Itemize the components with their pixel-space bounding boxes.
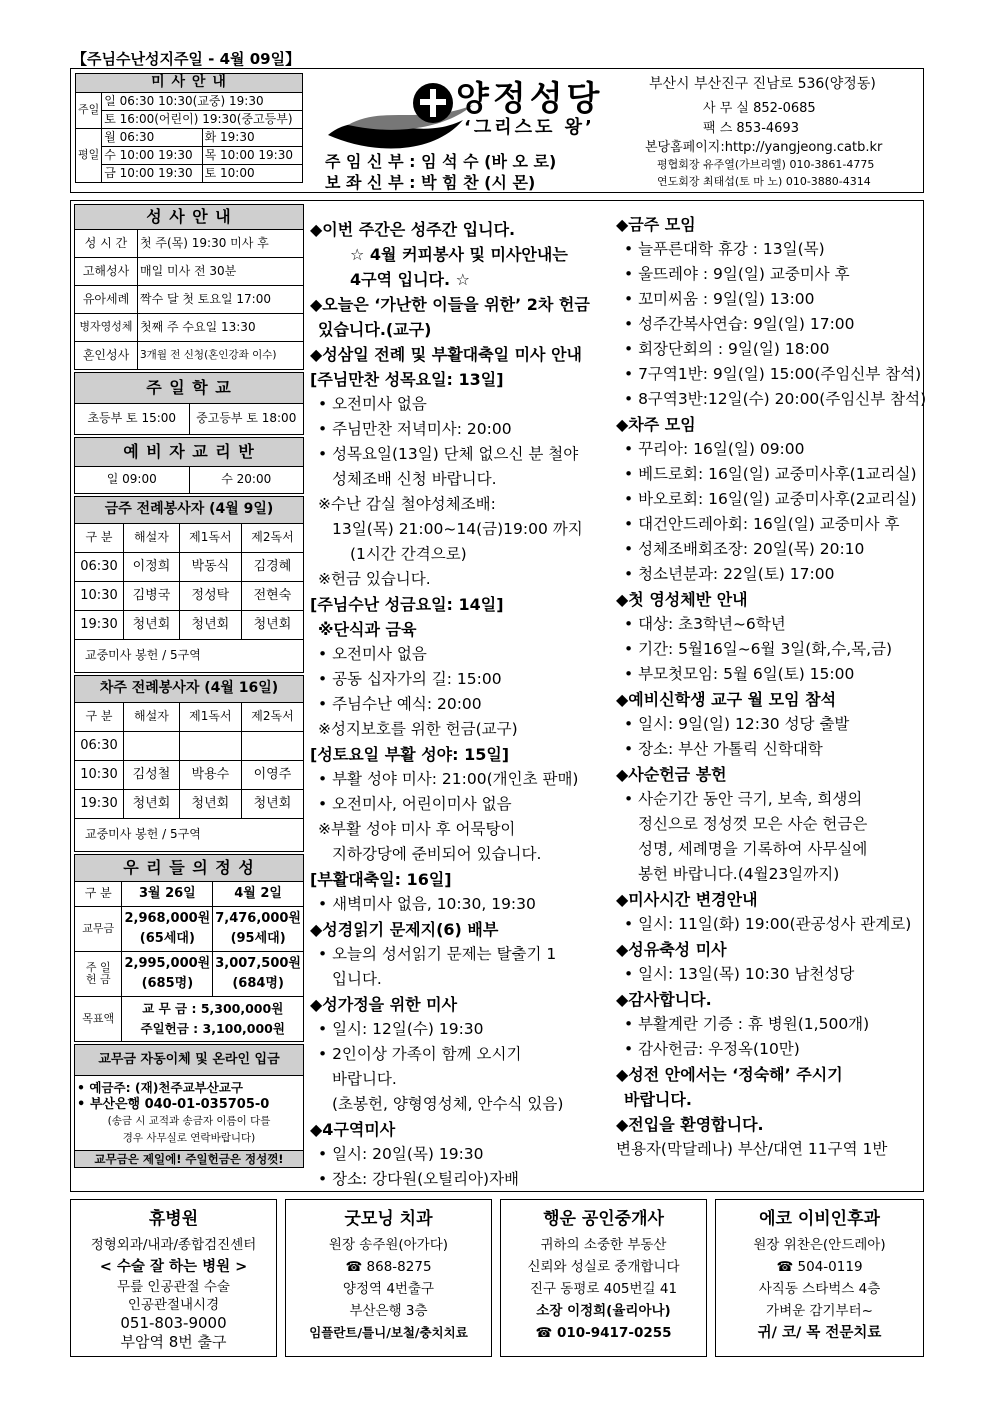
right-notice-line: • 늘푸른대학 휴강 : 13일(목) [624, 240, 825, 258]
middle-notice-line: • 주님만찬 저녁미사: 20:00 [318, 420, 512, 438]
ad-title: 굿모닝 치과 [344, 1209, 433, 1229]
council-president: 평협회장 유주열(가브리엘) 010-3861-4775 [657, 158, 875, 171]
table-header: 제2독서 [241, 524, 303, 553]
table-cell [241, 732, 303, 761]
offerings-table [74, 854, 304, 1042]
weekday-mass: 화 19:30 [202, 129, 302, 147]
right-notice-line: ◆감사합니다. [616, 990, 712, 1009]
right-notice-line: ◆성유축성 미사 [616, 940, 727, 959]
tithe-banner: 교무금은 제일에! 주일헌금은 정성껏! [75, 1151, 304, 1168]
sunday-mass-2: 토 16:00(어린이) 19:30(중고등부) [102, 111, 303, 129]
right-notice-line: • 성체조배회조장: 20일(목) 20:10 [624, 540, 865, 558]
ad-line: ☎ 010-9417-0255 [535, 1325, 672, 1341]
right-notice-line: • 대건안드레아회: 16일(일) 교중미사 후 [624, 515, 900, 533]
table-cell: 19:30 [75, 611, 124, 640]
table-cell: 06:30 [75, 732, 124, 761]
table-cell: 정성탁 [179, 582, 241, 611]
servers-next-week-title: 차주 전례봉사자 (4월 16일) [75, 676, 304, 703]
table-cell: 청년회 [241, 611, 303, 640]
right-notice-line: ◆차주 모임 [616, 415, 696, 434]
servers-next-week-table [74, 675, 304, 852]
right-notice-line: • 장소: 부산 가톨릭 신학대학 [624, 740, 823, 758]
middle-notice-line: • 오전미사, 어린이미사 없음 [318, 795, 512, 813]
ad-realestate [500, 1199, 707, 1357]
middle-notice-line: • 오전미사 없음 [318, 395, 427, 413]
assistant-pastor: 보 좌 신 부 : 박 힘 찬 (시 몬) [325, 173, 536, 192]
sacrament-value: 짝수 달 첫 토요일 17:00 [138, 286, 304, 314]
right-notice-line: • 8구역3반:12일(수) 20:00(주임신부 참석) [624, 390, 927, 408]
ad-line: 인공관절내시경 [127, 1297, 220, 1313]
ad-hue-hospital [70, 1199, 277, 1357]
right-notice-line: 정신으로 정성껏 모은 사순 헌금은 [638, 815, 868, 833]
table-cell: 목표액 [75, 997, 122, 1042]
middle-notice-line: • 일시: 12일(수) 19:30 [318, 1020, 484, 1038]
right-notice-line: • 부모첫모임: 5월 6일(토) 15:00 [624, 665, 855, 683]
table-header: 제1독서 [179, 524, 241, 553]
middle-notice-line: 4구역 입니다. ☆ [350, 270, 470, 289]
weekday-mass: 월 06:30 [102, 129, 202, 147]
mass-guide-table [75, 73, 303, 183]
sunday-school-cell: 중고등부 토 18:00 [189, 404, 304, 435]
table-header: 해설자 [124, 703, 180, 732]
offering-note: 교중미사 봉헌 / 5구역 [75, 640, 304, 673]
right-notice-line: • 베드로회: 16일(일) 교중미사후(1교리실) [624, 465, 917, 483]
table-cell: 이영주 [241, 761, 303, 790]
account-holder: • 예금주: (재)천주교부산교구 [77, 1080, 243, 1095]
sacrament-value: 첫 주(목) 19:30 미사 후 [138, 230, 304, 258]
auto-transfer-title: 교무금 자동이체 및 온라인 입금 [75, 1045, 304, 1076]
table-cell: 2,968,000원 (65세대) [122, 907, 213, 952]
middle-notice-line: • 오늘의 성서읽기 문제는 탈출기 1 [318, 945, 557, 963]
middle-notice-line: 있습니다.(교구) [318, 320, 432, 339]
middle-notice-line: 지하강당에 준비되어 있습니다. [332, 845, 542, 863]
right-notice-line: 바랍니다. [624, 1090, 692, 1109]
table-cell: 전현숙 [241, 582, 303, 611]
table-cell: 청년회 [124, 611, 180, 640]
fax: 팩 스 853-4693 [703, 121, 799, 136]
sacrament-label: 고해성사 [75, 258, 138, 286]
sacrament-value: 3개월 전 신청(혼인강좌 이수) [138, 342, 304, 370]
ad-line: 신뢰와 성실로 중개합니다 [527, 1259, 680, 1275]
middle-notice-line: [성토요일 부활 성야: 15일] [310, 745, 510, 764]
ad-line: ☎ 504-0119 [776, 1259, 863, 1275]
header-box [70, 68, 924, 193]
table-cell: 3,007,500원 (684명) [213, 952, 304, 997]
table-cell: 박용수 [179, 761, 241, 790]
ad-line: 원장 송주원(아가다) [328, 1237, 449, 1253]
sunday-school-table [74, 372, 304, 435]
right-notice-line: • 꾸리아: 16일(일) 09:00 [624, 440, 805, 458]
table-header: 제2독서 [241, 703, 303, 732]
right-notice-line: • 바오로회: 16일(일) 교중미사후(2교리실) [624, 490, 917, 508]
table-cell: 교무금 [75, 907, 122, 952]
ad-eco-ent [715, 1199, 924, 1357]
transfer-note: (송금 시 교적과 송금자 이름이 다를 [107, 1115, 271, 1127]
sunday-school-title: 주 일 학 교 [75, 373, 304, 404]
ad-title: 행운 공인중개사 [543, 1209, 664, 1229]
sacrament-label: 혼인성사 [75, 342, 138, 370]
middle-notice-line: ◆성가정을 위한 미사 [310, 995, 458, 1014]
right-notice-line: ◆미사시간 변경안내 [616, 890, 758, 909]
middle-notice-line: ◆이번 주간은 성주간 입니다. [310, 220, 516, 239]
middle-notice-line: ◆성경읽기 문제지(6) 배부 [310, 920, 499, 939]
right-notice-line: • 일시: 11일(화) 19:00(관공성사 관계로) [624, 915, 912, 933]
catechumen-cell: 수 20:00 [189, 467, 304, 494]
weekday-mass: 토 10:00 [202, 165, 302, 183]
middle-notice-line: • 주님수난 예식: 20:00 [318, 695, 482, 713]
ad-good-morning-dental [285, 1199, 492, 1357]
table-header: 4월 2일 [213, 882, 304, 907]
middle-notice-line: ◆4구역미사 [310, 1120, 396, 1139]
table-header: 제1독서 [179, 703, 241, 732]
table-cell: 7,476,000원 (95세대) [213, 907, 304, 952]
right-notice-line: ◆첫 영성체반 안내 [616, 590, 748, 609]
mass-guide-title: 미 사 안 내 [76, 74, 303, 93]
transfer-note: 경우 사무실로 연락바랍니다) [122, 1132, 256, 1144]
sacrament-label: 병자영성체 [75, 314, 138, 342]
sacrament-label: 유아세례 [75, 286, 138, 314]
middle-notice-line: (1시간 간격으로) [350, 545, 467, 563]
target-sunday: 주일헌금 : 3,100,000원 [140, 1021, 285, 1036]
ad-line: 원장 위찬은(안드레아) [753, 1237, 886, 1253]
right-notice-line: • 울뜨레야 : 9일(일) 교중미사 후 [624, 265, 850, 283]
middle-notice-line: • 새벽미사 없음, 10:30, 19:30 [318, 895, 536, 913]
sunday-label: 주일 [76, 93, 102, 129]
right-notice-line: • 성주간복사연습: 9일(일) 17:00 [624, 315, 855, 333]
middle-notice-line: [부활대축일: 16일] [310, 870, 452, 889]
table-cell: 19:30 [75, 790, 124, 819]
pastor: 주 임 신 부 : 임 석 수 (바 오 로) [325, 152, 557, 171]
middle-notice-line: ※헌금 있습니다. [318, 570, 431, 588]
middle-column [310, 217, 612, 1192]
middle-notice-line: 바랍니다. [332, 1070, 397, 1088]
catechumen-title: 예 비 자 교 리 반 [75, 438, 304, 467]
sacrament-title: 성 사 안 내 [75, 205, 304, 230]
right-notice-line: ◆성전 안에서는 ‘정숙해’ 주시기 [616, 1065, 843, 1084]
middle-notice-line: • 부활 성야 미사: 21:00(개인초 판매) [318, 770, 579, 788]
table-cell: 주 일 헌 금 [75, 952, 122, 997]
middle-notice-line: • 성목요일(13일) 단체 없으신 분 철야 [318, 445, 579, 463]
ad-line: 임플란트/틀니/보철/충치치료 [309, 1325, 468, 1340]
sacrament-value: 첫째 주 수요일 13:30 [138, 314, 304, 342]
ad-line: 051-803-9000 [120, 1314, 227, 1332]
right-notice-line: ◆사순헌금 봉헌 [616, 765, 727, 784]
right-notice-line: 성명, 세례명을 기록하여 사무실에 [638, 840, 868, 858]
elders-president: 연도회장 최태섭(토 마 노) 010-3880-4314 [657, 175, 871, 188]
servers-this-week-table [74, 496, 304, 673]
catechumen-table [74, 437, 304, 494]
ad-line: 소장 이정희(율리아나) [536, 1303, 671, 1319]
ad-line: 부암역 8번 출구 [120, 1333, 227, 1351]
weekday-mass: 목 10:00 19:30 [202, 147, 302, 165]
bank-account: • 부산은행 040-01-035705-0 [77, 1097, 270, 1112]
weekday-mass: 금 10:00 19:30 [102, 165, 202, 183]
right-notice-line: • 일시: 13일(목) 10:30 남천성당 [624, 965, 855, 983]
church-name: 양정성당 [456, 79, 604, 119]
target-tithe: 교 무 금 : 5,300,000원 [142, 1001, 284, 1016]
sacrament-value: 매일 미사 전 30분 [138, 258, 304, 286]
middle-notice-line: ◆성삼일 전례 및 부활대축일 미사 안내 [310, 345, 582, 364]
table-cell: 10:30 [75, 761, 124, 790]
middle-notice-line: 입니다. [332, 970, 382, 988]
right-notice-line: 봉헌 바랍니다.(4월23일까지) [638, 865, 840, 883]
middle-notice-line: 13일(목) 21:00~14(금)19:00 까지 [332, 520, 583, 538]
church-address: 부산시 부산진구 진남로 536(양정동) [649, 76, 876, 92]
middle-notice-line: 성체조배 신청 바랍니다. [332, 470, 497, 488]
middle-notice-line: ※성지보호를 위한 헌금(교구) [318, 720, 518, 738]
table-cell: 청년회 [124, 790, 180, 819]
table-cell: 김성철 [124, 761, 180, 790]
sunday-mass-1: 일 06:30 10:30(교중) 19:30 [102, 93, 303, 111]
ad-title: 휴병원 [148, 1209, 199, 1229]
sacrament-label: 성 시 간 [75, 230, 138, 258]
right-notice-line: • 기간: 5월16일~6월 3일(화,수,목,금) [624, 640, 893, 658]
church-subtitle: ‘그리스도 왕’ [464, 117, 595, 138]
right-notice-line: ◆금주 모임 [616, 215, 696, 234]
middle-notice-line: • 공동 십자가의 길: 15:00 [318, 670, 502, 688]
middle-notice-line: [주님수난 성금요일: 14일] [310, 595, 504, 614]
ad-line: ☎ 868-8275 [345, 1259, 432, 1275]
right-notice-line: • 대상: 초3학년~6학년 [624, 615, 786, 633]
middle-notice-line: (초봉헌, 양형영성체, 안수식 있음) [332, 1095, 564, 1113]
homepage-link[interactable]: 본당홈페이지:http://yangjeong.catb.kr [645, 140, 883, 155]
right-notice-line: • 사순기간 동안 극기, 보속, 희생의 [624, 790, 863, 808]
office-phone: 사 무 실 852-0685 [703, 101, 816, 116]
sacrament-table [74, 204, 304, 370]
table-header: 구 분 [75, 524, 124, 553]
table-header: 구 분 [75, 882, 122, 907]
target-amounts [122, 997, 304, 1042]
middle-notice-line: • 2인이상 가족이 함께 오시기 [318, 1045, 522, 1063]
ad-line: 가벼운 감기부터~ [766, 1303, 873, 1319]
ad-line: 귀하의 소중한 부동산 [540, 1237, 667, 1253]
right-notice-line: • 꼬미씨움 : 9일(일) 13:00 [624, 290, 815, 308]
ad-line: 사직동 스타벅스 4층 [758, 1281, 881, 1297]
right-notice-line: ◆예비신학생 교구 월 모임 참석 [616, 690, 837, 709]
weekday-mass: 수 10:00 19:30 [102, 147, 202, 165]
catechumen-cell: 일 09:00 [75, 467, 190, 494]
right-notice-line: • 7구역1반: 9일(일) 15:00(주임신부 참석) [624, 365, 922, 383]
auto-transfer-table [74, 1044, 304, 1168]
middle-notice-line: ※부활 성야 미사 후 어묵탕이 [318, 820, 516, 838]
right-notice-line: • 일시: 9일(일) 12:30 성당 출발 [624, 715, 850, 733]
ad-title: 에코 이비인후과 [759, 1209, 880, 1229]
ad-line: 정형외과/내과/종합검진센터 [90, 1237, 257, 1253]
table-header: 해설자 [124, 524, 180, 553]
middle-notice-line: • 오전미사 없음 [318, 645, 427, 663]
weekday-label: 평일 [76, 129, 102, 183]
servers-this-week-title: 금주 전례봉사자 (4월 9일) [75, 497, 304, 524]
middle-notice-line: [주님만찬 성목요일: 13일] [310, 370, 504, 389]
table-cell [124, 732, 180, 761]
ad-line: 귀/ 코/ 목 전문치료 [757, 1325, 882, 1341]
table-cell: 청년회 [241, 790, 303, 819]
offering-note: 교중미사 봉헌 / 5구역 [75, 819, 304, 852]
ad-line: 양정역 4번출구 [342, 1281, 435, 1297]
right-notice-line: • 감사헌금: 우정옥(10만) [624, 1040, 800, 1058]
ad-line: < 수술 잘 하는 병원 > [99, 1259, 248, 1275]
table-cell: 10:30 [75, 582, 124, 611]
right-notice-line: 변용자(막달레나) 부산/대연 11구역 1반 [616, 1140, 888, 1158]
ad-line: 무릎 인공관절 수술 [117, 1279, 230, 1295]
table-cell: 청년회 [179, 790, 241, 819]
table-cell: 김병국 [124, 582, 180, 611]
middle-notice-line: ※수난 감실 철야성체조배: [318, 495, 496, 513]
ad-line: 부산은행 3층 [349, 1303, 428, 1319]
table-cell: 김경혜 [241, 553, 303, 582]
right-column [616, 212, 927, 1162]
right-notice-line: • 회장단회의 : 9일(일) 18:00 [624, 340, 830, 358]
middle-notice-line: ◆오늘은 ‘가난한 이들을 위한’ 2차 헌금 [310, 295, 590, 314]
right-notice-line: • 부활계란 기증 : 휴 병원(1,500개) [624, 1015, 870, 1033]
table-cell: 청년회 [179, 611, 241, 640]
sunday-school-cell: 초등부 토 15:00 [75, 404, 190, 435]
ad-line: 진구 동평로 405번길 41 [529, 1281, 678, 1297]
header-date: 【주님수난성지주일 - 4월 09일】 [72, 50, 301, 68]
table-header: 3월 26일 [122, 882, 213, 907]
middle-notice-line: ☆ 4월 커피봉사 및 미사안내는 [350, 245, 568, 264]
middle-notice-line: • 장소: 강다원(오틸리아)자배 [318, 1170, 520, 1188]
auto-transfer-body [75, 1076, 304, 1151]
table-cell: 이정희 [124, 553, 180, 582]
right-notice-line: ◆전입을 환영합니다. [616, 1115, 764, 1134]
right-notice-line: • 청소년분과: 22일(토) 17:00 [624, 565, 835, 583]
middle-notice-line: • 일시: 20일(목) 19:30 [318, 1145, 484, 1163]
table-cell: 2,995,000원 (685명) [122, 952, 213, 997]
table-cell: 06:30 [75, 553, 124, 582]
table-cell [179, 732, 241, 761]
table-header: 구 분 [75, 703, 124, 732]
offerings-title: 우 리 들 의 정 성 [75, 855, 304, 882]
left-column [74, 204, 304, 1168]
middle-notice-line: ※단식과 금육 [318, 620, 417, 639]
table-cell: 박동식 [179, 553, 241, 582]
